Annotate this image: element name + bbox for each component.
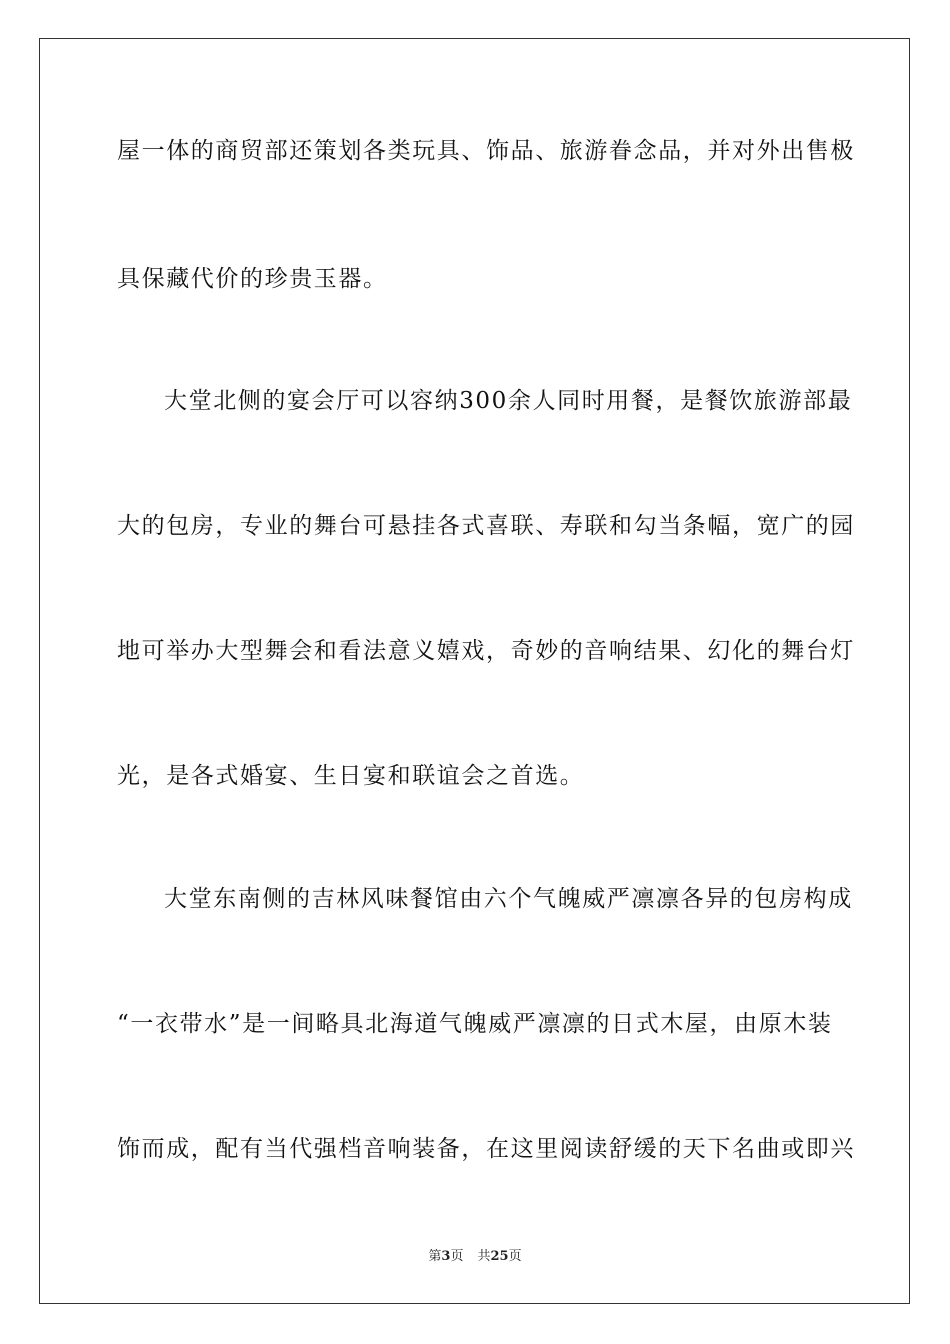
text-line: “一衣带水”是一间略具北海道气魄威严凛凛的日式木屋，由原木装 xyxy=(117,1011,833,1037)
total-pages: 25 xyxy=(490,1249,509,1264)
page-prefix: 第 xyxy=(428,1249,442,1264)
text-line: 光，是各式婚宴、生日宴和联谊会之首选。 xyxy=(117,763,585,789)
total-prefix: 共 xyxy=(477,1249,491,1264)
page-border xyxy=(39,38,910,1304)
text-line: 屋一体的商贸部还策划各类玩具、饰品、旅游眷念品，并对外出售极 xyxy=(117,138,855,164)
paragraph-start-line: 大堂东南侧的吉林风味餐馆由六个气魄威严凛凛各异的包房构成 xyxy=(164,886,853,912)
text-line: 大的包房，专业的舞台可悬挂各式喜联、寿联和勾当条幅，宽广的园 xyxy=(117,513,855,539)
page-number: 3 xyxy=(441,1249,451,1264)
total-suffix: 页 xyxy=(508,1249,522,1264)
page-footer xyxy=(0,1248,950,1266)
paragraph-start-line: 大堂北侧的宴会厅可以容纳300余人同时用餐，是餐饮旅游部最 xyxy=(164,388,853,414)
page-suffix: 页 xyxy=(450,1249,464,1264)
text-line: 饰而成，配有当代强档音响装备，在这里阅读舒缓的天下名曲或即兴 xyxy=(117,1136,855,1162)
text-line: 地可举办大型舞会和看法意义嬉戏，奇妙的音响结果、幻化的舞台灯 xyxy=(117,638,855,664)
text-line: 具保藏代价的珍贵玉器。 xyxy=(117,266,388,292)
